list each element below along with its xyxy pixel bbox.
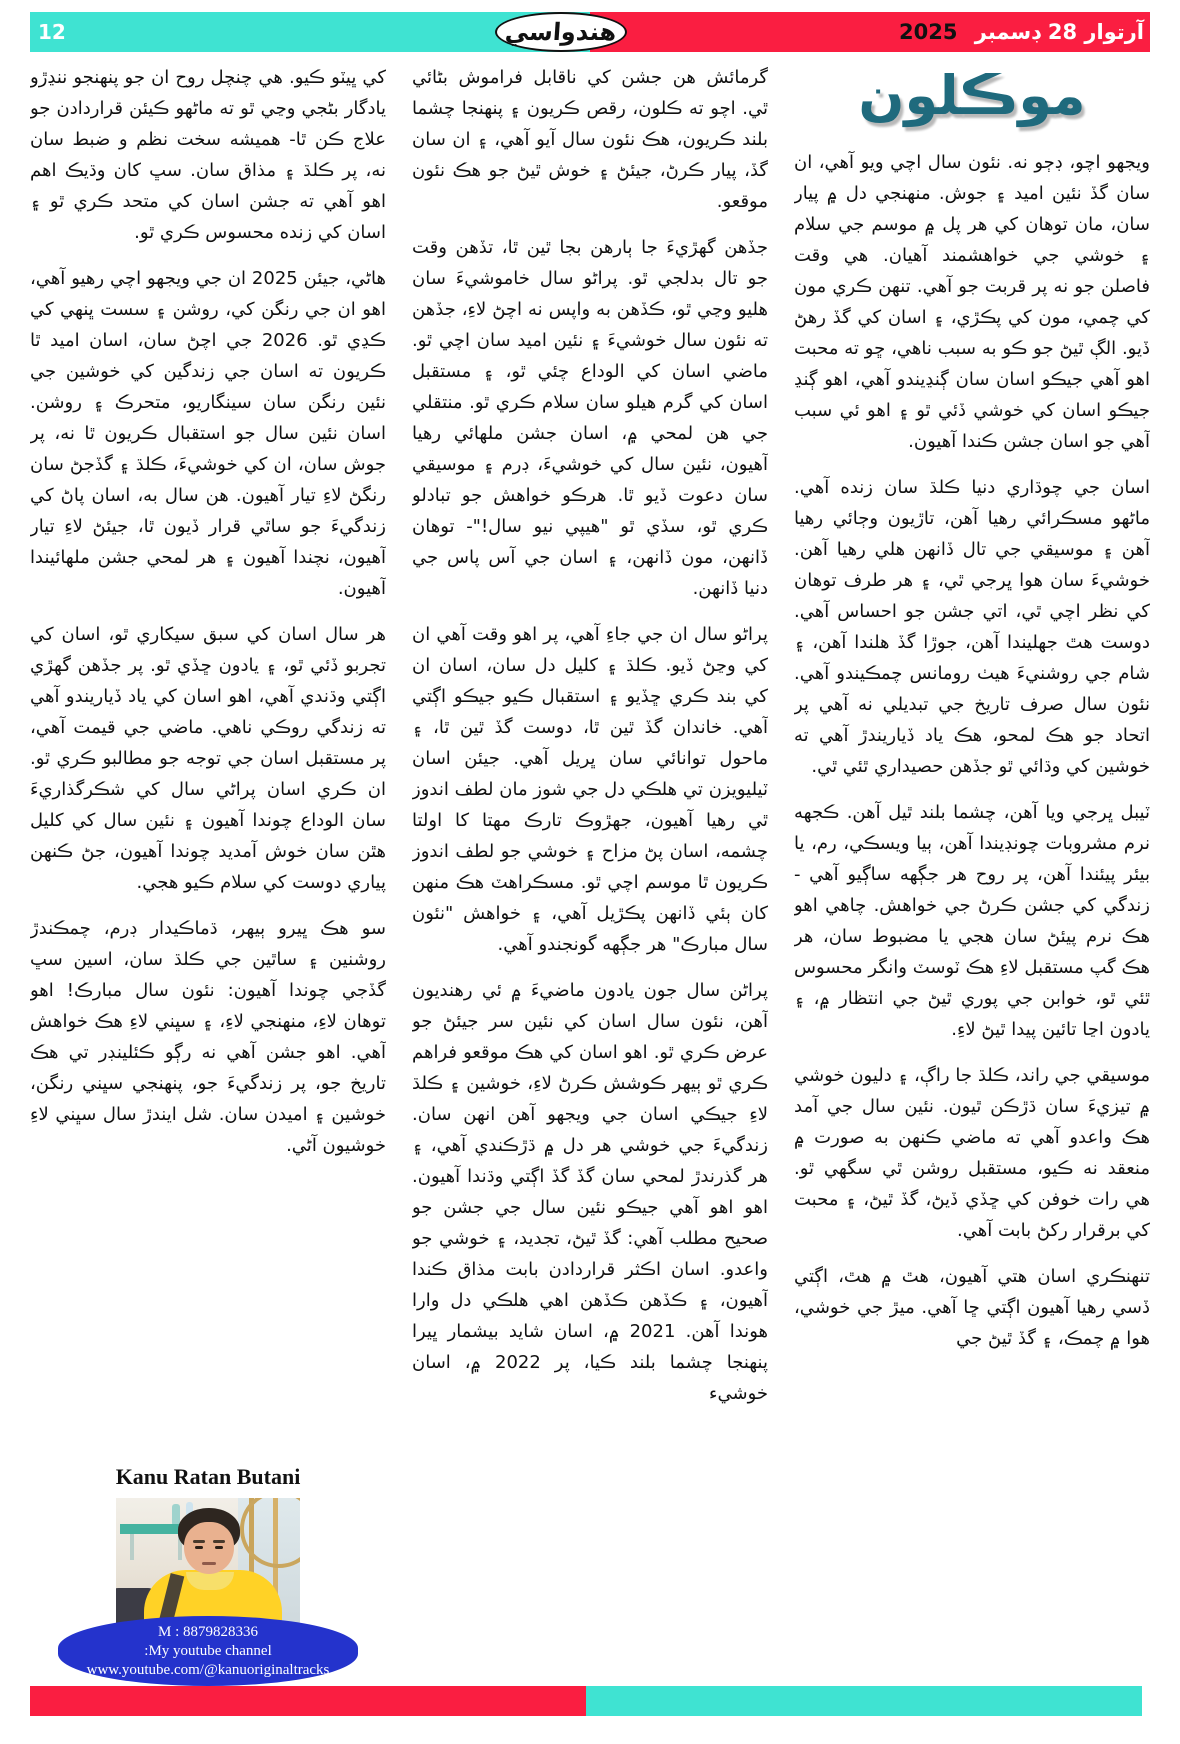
photo-man-eye <box>195 1546 203 1549</box>
author-name: Kanu Ratan Butani <box>115 1464 301 1489</box>
masthead-logo-text: هندواسي <box>504 18 618 46</box>
edition-date <box>885 20 1150 44</box>
paragraph: هاڻي، جيئن 2025 ان جي ويجهو اچي رهيو آهي، اهو ان جي رنگن کي، روشن ۽ سست ڀنهي کي ڪڍي ٿو. 2026 جي اچڻ سان، اسان اميد ٿا ڪريون ته اسان جي زندگين کي خوشين جي نئين رنگن سان سينگاريو، متحرڪ ۽ روشن. اسان نئين سال جو استقبال ڪريون ٿا نه، پر جوش سان، ان کي خوشيءَ، ڪلڌ ۽ گڏجڻ سان رنگڻ لاءِ تيار آهيون. هن سال به، اسان پاڻ کي زندگيءَ جو ساٿي قرار ڏيون ٿا، جيئڻ لاءِ تيار آهيون، نچندا آهيون ۽ هر لمحي جشن ملهائيندا آهيون. <box>30 268 386 599</box>
author-channel-url: www.youtube.com/@kanuoriginaltracks <box>86 1661 330 1678</box>
author-channel-label: My youtube channel: <box>144 1642 272 1659</box>
author-mobile: M : 8879828336 <box>158 1623 259 1640</box>
paragraph: گرمائش هن جشن کي ناقابل فراموش بڻائي ٿي. اچو ته ڪلون، رقص ڪريون ۽ پنهنجا چشما بلند ڪريون، هڪ نئون سال آيو آهي، ۽ ان سان گڏ، پيار ڪرڻ، جيئڻ ۽ خوش ٿيڻ جو هڪ نئون موقعو. <box>412 67 768 212</box>
paragraph: اسان جي چوڌاري دنيا ڪلڌ سان زنده آهي. ماڻهو مسڪرائي رهيا آهن، تاڙيون وڄائي رهيا آهن ۽ موسيقي جي تال ڏانهن هلي رهيا آهن. خوشيءَ سان هوا ڀرجي ٿي، ۽ هر طرف توهان کي نظر اچي ٿي، اتي جشن جو احساس آهي. دوست هٿ جهليندا آهن، جوڙا گڏ هلندا آهن، ۽ شام جي روشنيءَ هيٺ رومانس چمڪيندو آهي. نئون سال صرف تاريخ جي تبديلي نه آهي پر اتحاد جو هڪ لمحو، هڪ ياد ڏياريندڙ آهي ته خوشين کي وڌائي ٿو جڏهن حصيداري ٿئي ٿي. <box>794 477 1150 777</box>
article-body <box>30 62 1150 1686</box>
paragraph: موسيقي جي راند، ڪلڌ جا راڳ، ۽ دليون خوشي ۾ تيزيءَ سان ڌڙڪن ٿيون. نئين سال جي آمد هڪ واعدو آهي ته ماضي ڪنهن به صورت ۾ منعقد نه ڪيو، مستقبل روشن ٿي سگهي ٿو. هي رات خوفن کي ڇڏي ڏيڻ، گڏ ٿيڻ، ۽ محبت کي برقرار رکڻ بابت آهي. <box>794 1065 1150 1241</box>
footer-teal-band <box>586 1686 1142 1716</box>
photo-man-mouth <box>202 1562 216 1565</box>
photo-man-eyebrow <box>193 1540 205 1543</box>
author-photo <box>116 1498 300 1626</box>
paragraph: سو هڪ ڀيرو ٻيهر، ڌماڪيدار ڊرم، چمڪندڙ روشنين ۽ ساٿين جي ڪلڌ سان، اسين سڀ گڏجي چوندا آهيون: نئون سال مبارڪ! اهو توهان لاءِ، منهنجي لاءِ، ۽ سڀني لاءِ هڪ خواهش آهي. اهو جشن آهي نه رڳو ڪئلينڊر تي هڪ تاريخ جو، پر زندگيءَ جو، پنهنجي سڀني رنگن، خوشين ۽ اميدن سان. شل ايندڙ سال سڀني لاءِ خوشيون آڻي. <box>30 918 386 1156</box>
edition-date-year: 2025 <box>899 20 958 44</box>
page-header-bar <box>30 12 1150 52</box>
paragraph: تنهنڪري اسان هتي آهيون، هٿ ۾ هٿ، اڳتي ڏسي رهيا آهيون اڳتي ڇا آهي. ميڙ جي خوشي، هوا ۾ چمڪ، ۽ گڏ ٿيڻ جي <box>794 1266 1150 1349</box>
paragraph: هر سال اسان کي سبق سيکاري ٿو، اسان کي تجربو ڏئي ٿو، ۽ يادون ڇڏي ٿو. پر جڏهن گهڙي اڳتي وڌندي آهي، اهو اسان کي ياد ڏياريندو آهي ته زندگي روڪي ناهي. ماضي جي قيمت آهي، پر مستقبل اسان جي توجه جو مطالبو ڪري ٿو. ان ڪري اسان پراڻي سال کي شڪرگذاريءَ سان الوداع چوندا آهيون ۽ نئين سال کي کليل هٿن سان خوش آمديد چوندا آهيون، جڻ ڪنهن پياري دوست کي سلام ڪيو هجي. <box>30 624 386 893</box>
photo-shelf-leg <box>130 1534 134 1560</box>
paragraph: ويجهو اچو، ڊڄو نه. نئون سال اچي ويو آهي، ان سان گڏ نئين اميد ۽ جوش. منهنجي دل ۾ پيار سان، مان توهان کي هر پل ۾ موسم جي سلام ۽ خوشي جي خواهشمند آهيان. هي وقت فاصلن جو نه پر قربت جو آهي. تنهن ڪري مون کي چمي، مون کي پڪڙي، ۽ اسان کي گڏ رهڻ ڏيو. الڳ ٿيڻ جو ڪو به سبب ناهي، ڇو ته محبت اهو آهي جيڪو اسان سان ڳنڍيندو آهي، اهو ڳنڍ جيڪو اسان کي خوشي ڏئي ٿو ۽ اهو ئي سبب آهي جو اسان جشن ڪندا آهيون. <box>794 152 1150 452</box>
page-number: 12 <box>38 20 66 44</box>
paragraph: پراڻو سال ان جي جاءِ آهي، پر اهو وقت آهي ان کي وڃڻ ڏيو. ڪلڌ ۽ کليل دل سان، اسان ان کي بند ڪري ڇڏيو ۽ استقبال ڪيو جيڪو اڳتي آهي. خاندان گڏ ٿين ٿا، دوست گڏ ٿين ٿا، ۽ ماحول توانائي سان ڀريل آهي. جيئن اسان ٽيليويزن تي هلڪي دل جي شوز مان لطف اندوز ٿي رهيا آهيون، جهڙوڪ تارڪ مهتا کا اولتا چشمه، اسان پڻ مزاح ۽ خوشي جو لطف اندوز ڪريون ٿا موسم اچي ٿو. مسڪراهٽ هڪ منهن کان ٻئي ڏانهن پڪڙيل آهي، ۽ خواهش "نئون سال مبارڪ" هر جڳهه گونجندو آهي. <box>412 624 768 955</box>
header-red-band <box>590 12 1150 52</box>
article-column-2 <box>412 62 768 1686</box>
masthead-logo <box>495 12 627 52</box>
paragraph: ٽيبل ڀرجي ويا آهن، چشما بلند ٿيل آهن. ڪجهه نرم مشروبات چونڊيندا آهن، ٻيا ويسڪي، رم، يا بيئر پيئندا آهن، پر روح هر جڳهه ساڳيو آهي - زندگي کي جشن ڪرڻ جي خواهش. چاهي اهو هڪ نرم پيئڻ سان هجي يا مضبوط سان، هر هڪ گپ مستقبل لاءِ هڪ ٽوسٽ وانگر محسوس ٿئي ٿو، خوابن جي پوري ٿيڻ جي انتظار ۾، ۽ يادون اڃا تائين پيدا ٿيڻ لاءِ. <box>794 802 1150 1040</box>
article-column-1 <box>794 62 1150 1686</box>
footer-red-band <box>30 1686 586 1716</box>
paragraph: کي ڀيٽو ڪيو. هي چنچل روح ان جو پنهنجو ننڍڙو يادگار بڻجي وڃي ٿو ته ماڻهو ڪيئن قراردادن جو علاج ڪن ٿا- هميشه سخت نظم و ضبط سان نه، پر ڪلڌ ۽ مذاق سان. سڀ کان وڌيڪ اهم اهو آهي ته جشن اسان کي متحد ڪري ٿو ۽ اسان کي زنده محسوس ڪري ٿو. <box>30 67 386 243</box>
photo-man-face <box>184 1522 234 1574</box>
photo-man-eye <box>215 1546 223 1549</box>
paragraph: پراڻن سال جون يادون ماضيءَ ۾ ئي رهنديون آهن، نئون سال اسان کي نئين سر جيئڻ جو عرض ڪري ٿو. اهو اسان کي هڪ موقعو فراهم ڪري ٿو ٻيهر ڪوشش ڪرڻ لاءِ، خوشين ۽ ڪلڌ لاءِ جيڪي اسان جي ويجهو آهن انهن سان. زندگيءَ جي خوشي هر دل ۾ ڌڙڪندي آهي، ۽ هر گذرندڙ لمحي سان گڏ گڏ اڳتي وڌندا آهيون. اهو اهو آهي جيڪو نئين سال جي جشن جو صحيح مطلب آهي: گڏ ٿيڻ، تجديد، ۽ خوشي جو واعدو. اسان اڪثر قراردادن بابت مذاق ڪندا آهيون، ۽ ڪڏهن ڪڏهن اهي هلڪي دل وارا هوندا آهن. 2021 ۾، اسان شايد بيشمار ڀيرا پنهنجا چشما بلند ڪيا، پر 2022 ۾، اسان خوشيء <box>412 980 768 1404</box>
photo-man-eyebrow <box>213 1540 225 1543</box>
article-column-3 <box>30 62 386 1686</box>
edition-date-day: آرتوار 28 ڊسمبر <box>974 20 1144 44</box>
article-title: موڪلون <box>858 64 1086 127</box>
paragraph: جڏهن گهڙيءَ جا ٻارهن بجا ٿين ٿا، تڏهن وقت جو تال بدلجي ٿو. پراڻو سال خاموشيءَ سان هليو وڃي ٿو، ڪڏهن به واپس نه اچڻ لاءِ، جڏهن ته نئون سال خوشيءَ ۽ نئين اميد سان اچي ٿو. ماضي اسان کي الوداع چئي ٿو، ۽ مستقبل اسان کي گرم هيلو سان سلام ڪري ٿو. منتقلي جي هن لمحي ۾، اسان جشن ملهائي رهيا آهيون، نئين سال کي خوشيءَ، ڊرم ۽ موسيقي سان دعوت ڏيو ٿا. هرڪو خواهش جو تبادلو ڪري ٿو، سڏي ٿو "هيپي نيو سال!"- توهان ڏانهن، مون ڏانهن، ۽ اسان جي آس پاس جي دنيا ڏانهن. <box>412 237 768 599</box>
author-block <box>30 1464 386 1686</box>
author-contact-pill <box>58 1616 358 1686</box>
